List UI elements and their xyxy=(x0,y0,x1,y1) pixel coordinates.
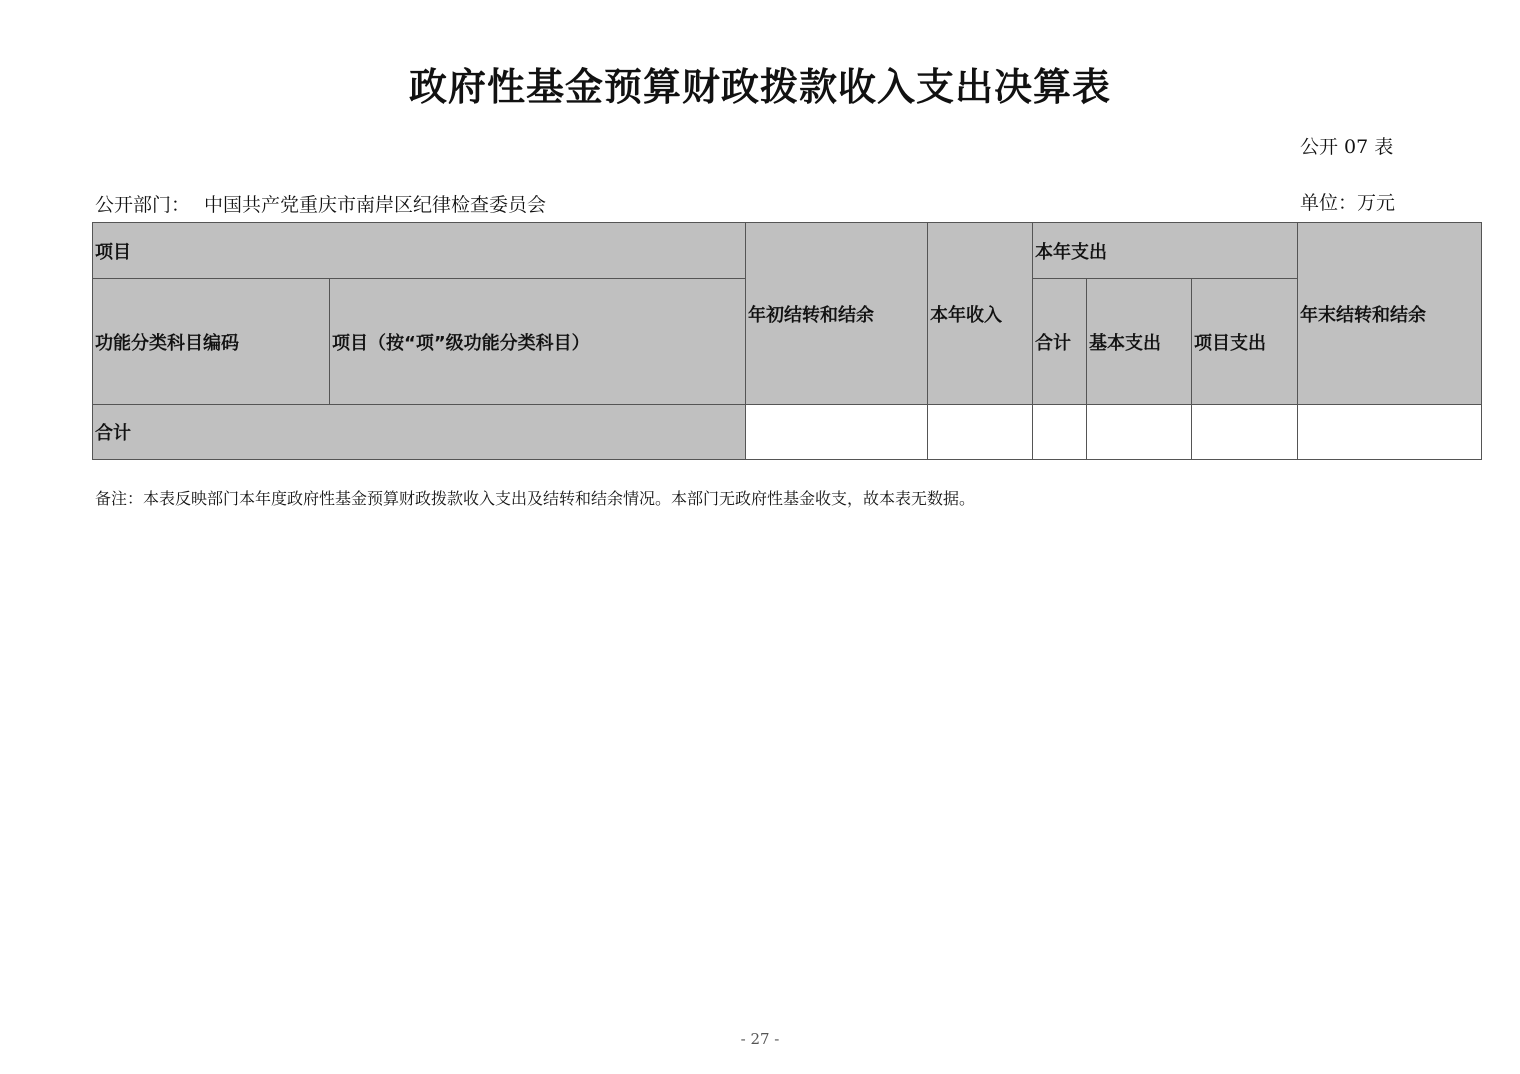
table-row-total xyxy=(93,405,1482,460)
total-label: 合计 xyxy=(93,405,746,460)
page-title: 政府性基金预算财政拨款收入支出决算表 xyxy=(408,64,1111,109)
header-exp-basic: 基本支出 xyxy=(1087,279,1192,405)
total-exp-project xyxy=(1192,405,1298,460)
footnote: 备注：本表反映部门本年度政府性基金预算财政拨款收入支出及结转和结余情况。本部门无政府性基金收支，故本表无数据。 xyxy=(95,489,976,508)
department-label: 公开部门： xyxy=(95,194,191,216)
header-exp-project: 项目支出 xyxy=(1192,279,1298,405)
header-expenditure: 本年支出 xyxy=(1033,223,1298,279)
header-item: 项目 xyxy=(93,223,746,279)
header-income: 本年收入 xyxy=(928,223,1033,405)
total-exp-total xyxy=(1033,405,1087,460)
header-exp-total: 合计 xyxy=(1033,279,1087,405)
page-number: - 27 - xyxy=(740,1030,780,1048)
budget-table xyxy=(92,222,1482,460)
total-exp-basic xyxy=(1087,405,1192,460)
header-closing-balance: 年末结转和结余 xyxy=(1298,223,1482,405)
department-name: 中国共产党重庆市南岸区纪律检查委员会 xyxy=(204,194,547,216)
total-income xyxy=(928,405,1033,460)
total-opening-balance xyxy=(746,405,928,460)
total-closing-balance xyxy=(1298,405,1482,460)
table-number: 公开 07 表 xyxy=(1300,136,1394,158)
department-line xyxy=(95,190,546,217)
header-item-by-class: 项目（按“项”级功能分类科目） xyxy=(330,279,746,405)
unit-label: 单位：万元 xyxy=(1300,192,1396,214)
header-opening-balance: 年初结转和结余 xyxy=(746,223,928,405)
header-code: 功能分类科目编码 xyxy=(93,279,330,405)
